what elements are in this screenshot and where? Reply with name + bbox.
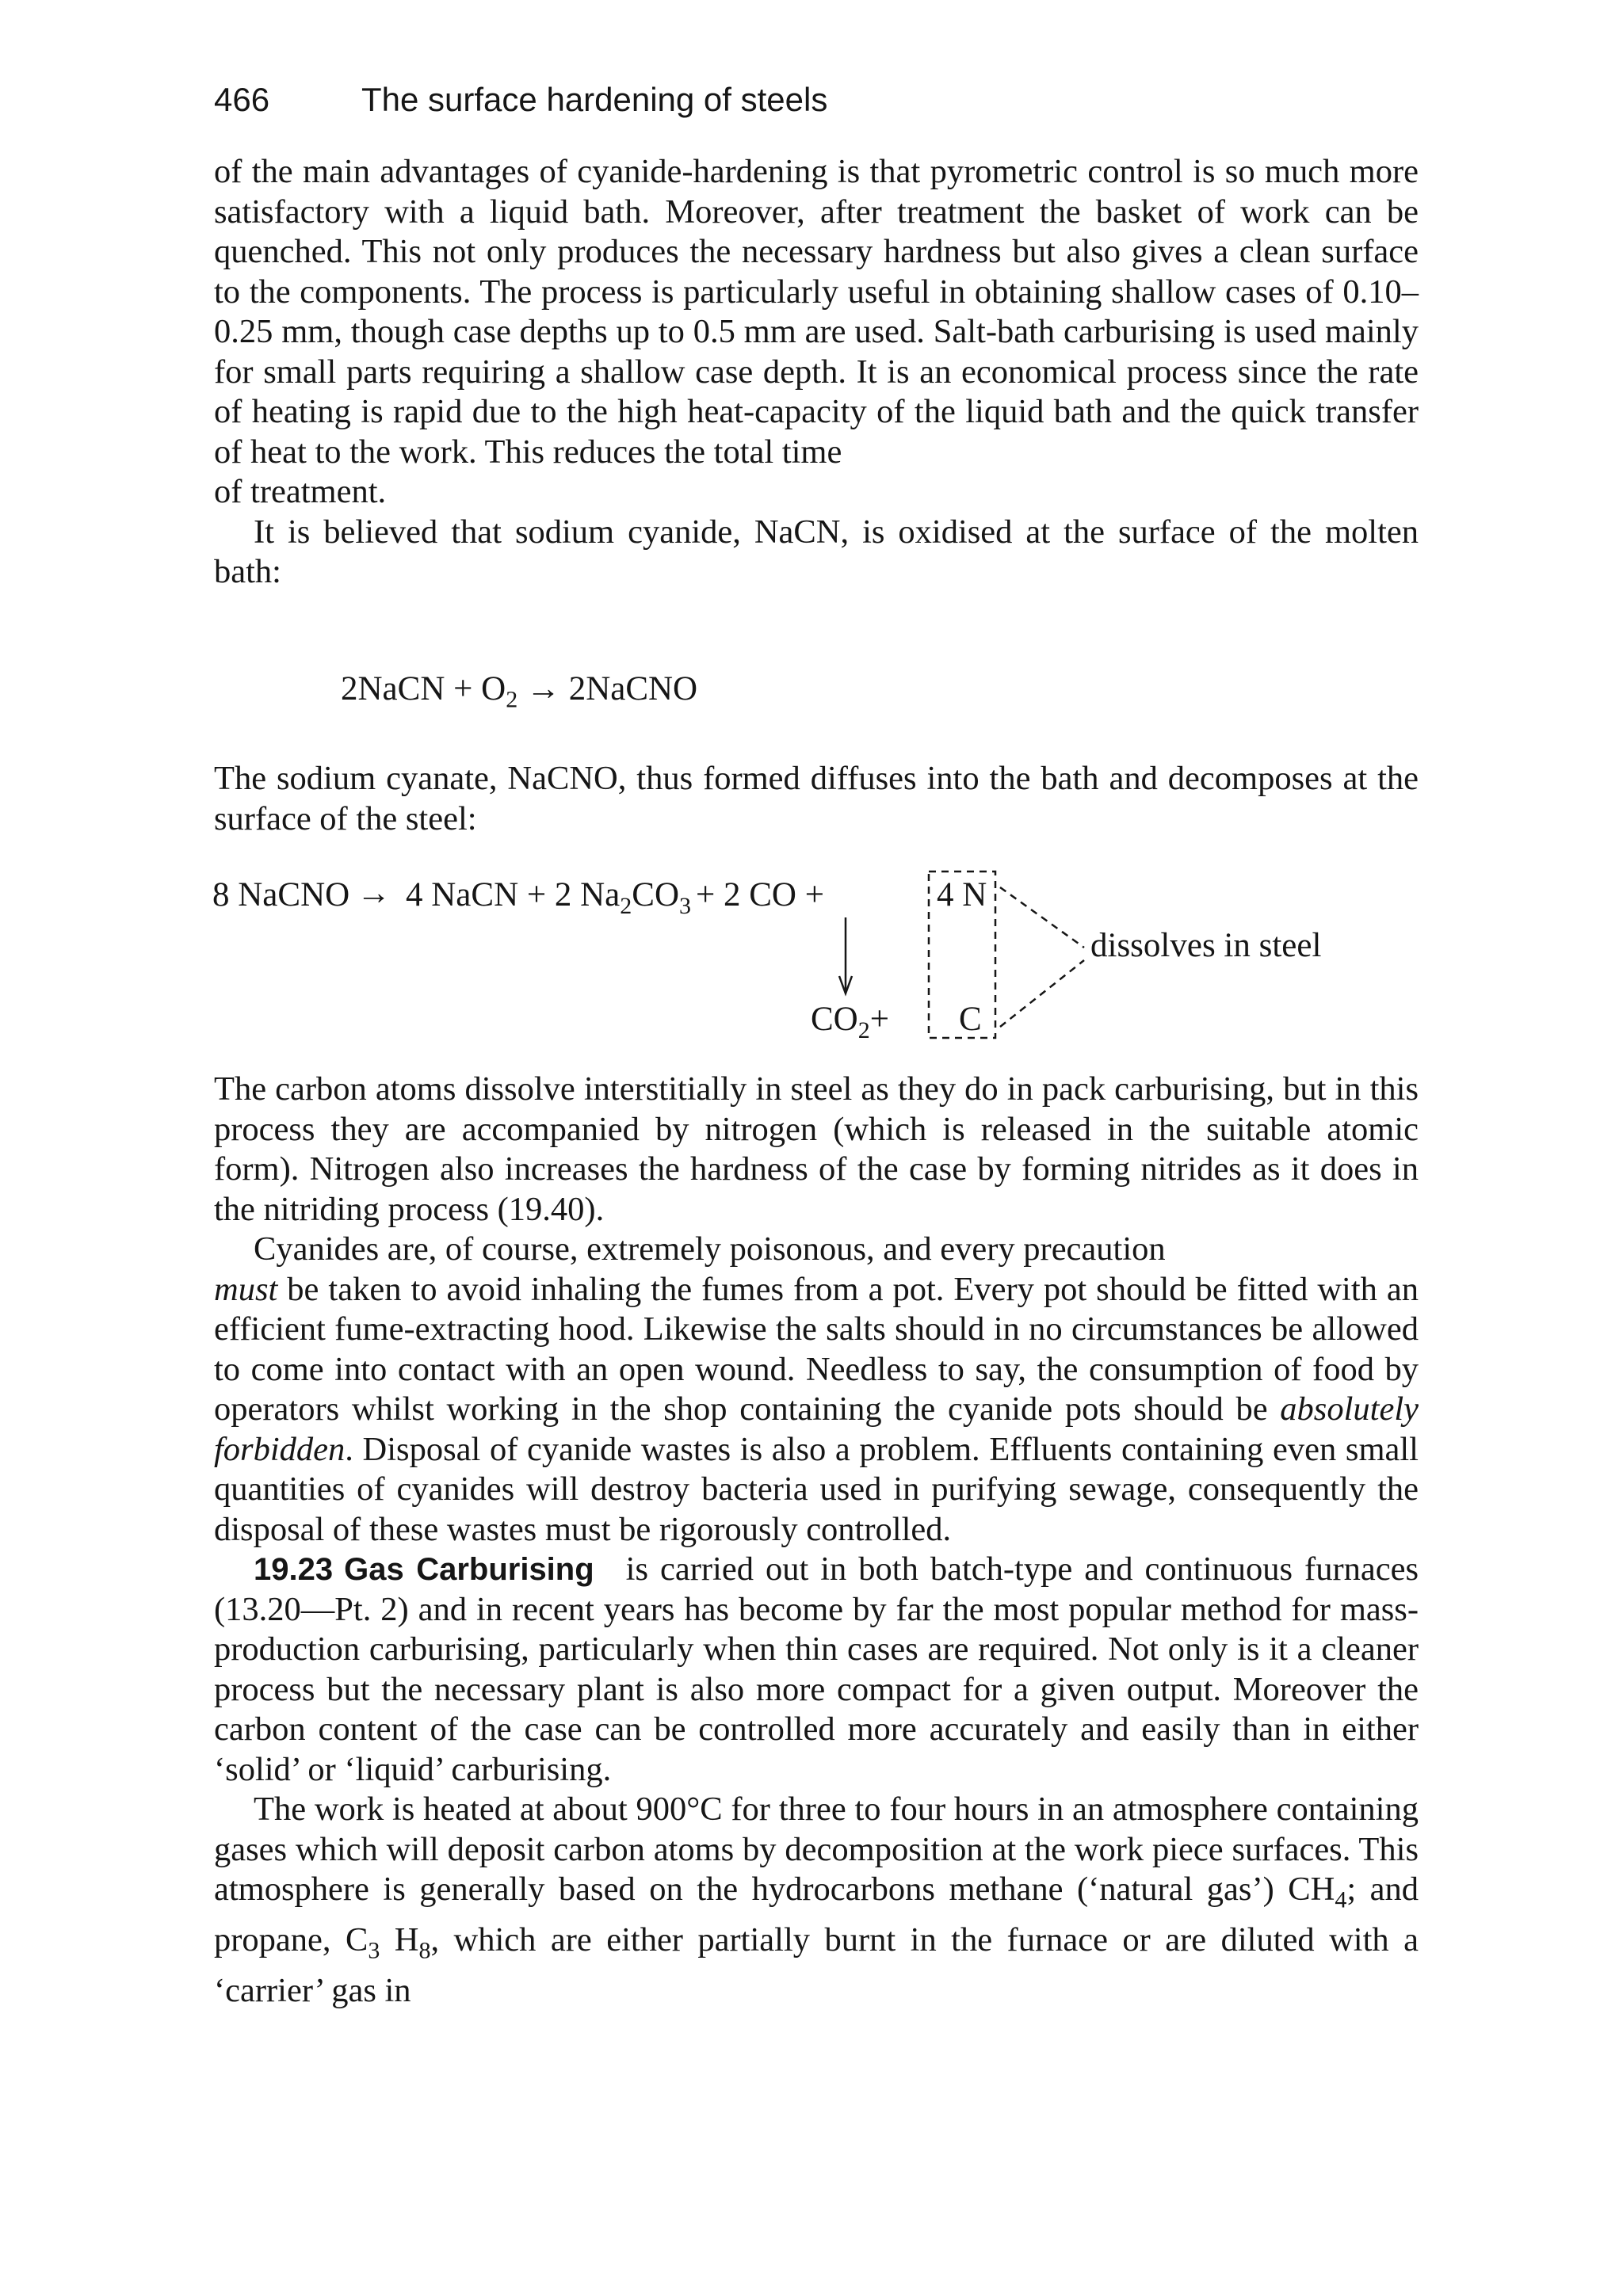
paragraph-gas-carburising: 19.23 Gas Carburising is carried out in both batch-type and continuous furnaces (13.20—Pt. 2) and in recent years has become by far the most popular method for mass-production carburising, particularly when thin cases are required. Not only is it a cleaner process but the necessary plant is also more compact for a given output. Moreover the carbon content of the case can be controlled more accurately and easily than in either ‘solid’ or ‘liquid’ carburising. <box>214 1550 1419 1788</box>
page-number: 466 <box>214 81 270 118</box>
carbon-label: C <box>959 1001 982 1038</box>
carbon-dioxide-label: $CO_2+$ <box>811 1001 889 1043</box>
dissolves-in-steel-note: dissolves in steel <box>1090 927 1322 964</box>
nitrogen-label: 4 N <box>937 876 987 913</box>
paragraph-interstitial-carbon: The carbon atoms dissolve interstitially in steel as they do in pack carburising, but in this process they are accompanied by nitrogen (which is released in the suitable atomic form). Nitrogen also increases the hardness of the case by forming nitrides as it does in the nitriding process (19.40). <box>214 1070 1419 1228</box>
page-header <box>214 76 1419 124</box>
reaction-arrow: → <box>357 875 391 912</box>
paragraph-atmosphere: The work is heated at about 900°C for three to four hours in an atmosphere containing gases which will deposit carbon atoms by decomposition at the work piece surfaces. This atmosphere is generally based on the hydrocarbons methane (‘natural gas’) $CH_4$; and propane, $C_3$ $H_8$, which are either partially burnt in the furnace or are diluted with a ‘carrier’ gas in <box>214 1791 1419 2009</box>
text-block-top <box>214 152 1419 593</box>
down-arrow-head <box>839 976 852 994</box>
paragraph-cyanide-oxidation: It is believed that sodium cyanide, NaCN, is oxidised at the surface of the molten bath: <box>214 513 1419 590</box>
equation-oxidation: 2NaCN + $O_2$ → 2NaCNO <box>341 670 698 713</box>
products-text: 4 NaCN + 2 $Na_2CO_3 + 2$ CO + <box>406 876 824 919</box>
dashed-box <box>929 871 995 1038</box>
paragraph-cyanate: The sodium cyanate, NaCNO, thus formed diffuses into the bath and decomposes at the surface of the steel: <box>214 760 1419 837</box>
dashed-pointer-upper <box>1000 887 1084 948</box>
dashed-pointer-lower <box>1000 960 1084 1027</box>
reactant-text: 8 NaCNO <box>212 876 350 913</box>
paragraph-cyanide-advantages: of the main advantages of cyanide-hardening is that pyrometric control is so much more satisfactory with a liquid bath. Moreover, after treatment the basket of work can be quenched. This not only produces the necessary hardness but also gives a clean surface to the components. The process is particularly useful in obtaining shallow cases of 0.10–0.25 mm, though case depths up to 0.5 mm are used. Salt-bath carburising is used mainly for small parts requiring a shallow case depth. It is an economical process since the rate of heating is rapid due to the high heat-capacity of the liquid bath and the quick transfer of heat to the work. This reduces the total time of treatment. <box>214 153 1419 510</box>
running-title: The surface hardening of steels <box>361 81 828 118</box>
text-block-cyanate <box>214 759 1419 839</box>
text-block-bottom <box>214 1070 1419 2012</box>
section-heading-gas-carburising: 19.23 Gas Carburising <box>254 1552 594 1587</box>
paragraph-cyanide-poison: Cyanides are, of course, extremely poisonous, and every precaution must be taken to avoid inhaling the fumes from a pot. Every pot should be fitted with an efficient fume-extracting hood. Likewise the salts should in no circumstances be allowed to come into contact with an open wound. Needless to say, the consumption of food by operators whilst working in the shop containing the cyanide pots should be absolutely forbidden. Disposal of cyanide wastes is also a problem. Effluents containing even small quantities of cyanides will destroy bacteria used in purifying sewage, consequently the disposal of these wastes must be rigorously controlled. <box>214 1230 1419 1548</box>
